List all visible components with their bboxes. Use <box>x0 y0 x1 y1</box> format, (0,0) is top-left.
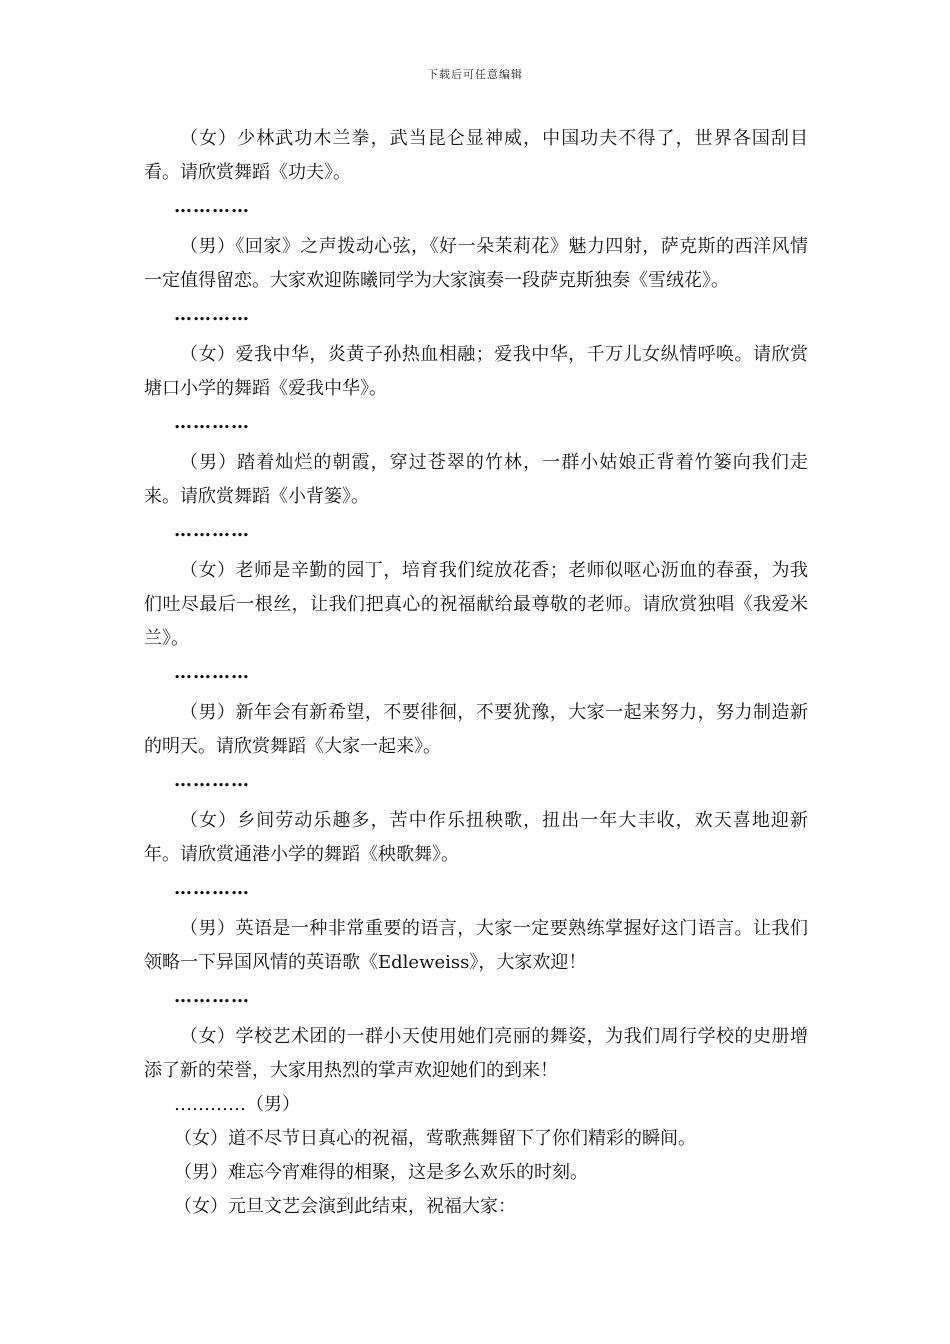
ellipsis-separator: ………… <box>174 196 250 217</box>
document-body <box>144 122 808 1224</box>
closing-line: （女）元旦文艺会演到此结束，祝福大家： <box>174 1196 516 1217</box>
closing-line: （女）道不尽节日真心的祝福，莺歌燕舞留下了你们精彩的瞬间。 <box>174 1128 696 1149</box>
script-paragraph: （女）学校艺术团的一群小天使用她们亮丽的舞姿，为我们周行学校的史册增添了新的荣誉，大家用热烈的掌声欢迎她们的到来！ <box>144 1026 808 1081</box>
ellipsis-separator: ………… <box>174 986 250 1007</box>
script-block <box>144 1020 808 1088</box>
ellipsis-separator: ………… <box>174 412 250 433</box>
script-paragraph: （男）新年会有新希望，不要徘徊，不要犹豫，大家一起来努力，努力制造新的明天。请欣赏舞蹈《大家一起来》。 <box>144 702 808 757</box>
ellipsis-separator: ………… <box>174 304 250 325</box>
script-block <box>144 804 808 906</box>
script-block <box>144 230 808 332</box>
script-paragraph: （男）踏着灿烂的朝霞，穿过苍翠的竹林，一群小姑娘正背着竹篓向我们走来。请欣赏舞蹈《小背篓》。 <box>144 452 808 507</box>
closing-line: （男）难忘今宵难得的相聚，这是多么欢乐的时刻。 <box>174 1162 588 1183</box>
script-paragraph: （女）少林武功木兰拳，武当昆仑显神威，中国功夫不得了，世界各国刮目看。请欣赏舞蹈《功夫》。 <box>144 128 808 183</box>
page-header: 下载后可任意编辑 <box>427 68 523 81</box>
script-paragraph: （女）爱我中华，炎黄子孙热血相融；爱我中华，千万儿女纵情呼唤。请欣赏塘口小学的舞蹈《爱我中华》。 <box>144 344 808 399</box>
script-paragraph: （男）英语是一种非常重要的语言，大家一定要熟练掌握好这门语言。让我们领略一下异国风情的英语歌《Edleweiss》，大家欢迎！ <box>144 918 808 973</box>
ellipsis-with-speaker: …………（男） <box>174 1094 300 1115</box>
script-block <box>144 912 808 1014</box>
ellipsis-separator: ………… <box>174 878 250 899</box>
script-block <box>144 446 808 548</box>
script-paragraph: （女）老师是辛勤的园丁，培育我们绽放花香；老师似呕心沥血的春蚕，为我们吐尽最后一根丝，让我们把真心的祝福献给最尊敬的老师。请欣赏独唱《我爱米兰》。 <box>144 560 808 649</box>
script-block <box>144 122 808 224</box>
script-paragraph: （女）乡间劳动乐趣多，苦中作乐扭秧歌，扭出一年大丰收，欢天喜地迎新年。请欣赏通港小学的舞蹈《秧歌舞》。 <box>144 810 808 865</box>
ellipsis-separator: ………… <box>174 520 250 541</box>
ellipsis-separator: ………… <box>174 770 250 791</box>
script-block <box>144 696 808 798</box>
script-paragraph: （男）《回家》之声拨动心弦，《好一朵茉莉花》魅力四射，萨克斯的西洋风情一定值得留恋。大家欢迎陈曦同学为大家演奏一段萨克斯独奏《雪绒花》。 <box>144 236 808 291</box>
script-block <box>144 338 808 440</box>
ellipsis-separator: ………… <box>174 662 250 683</box>
script-block <box>144 554 808 690</box>
